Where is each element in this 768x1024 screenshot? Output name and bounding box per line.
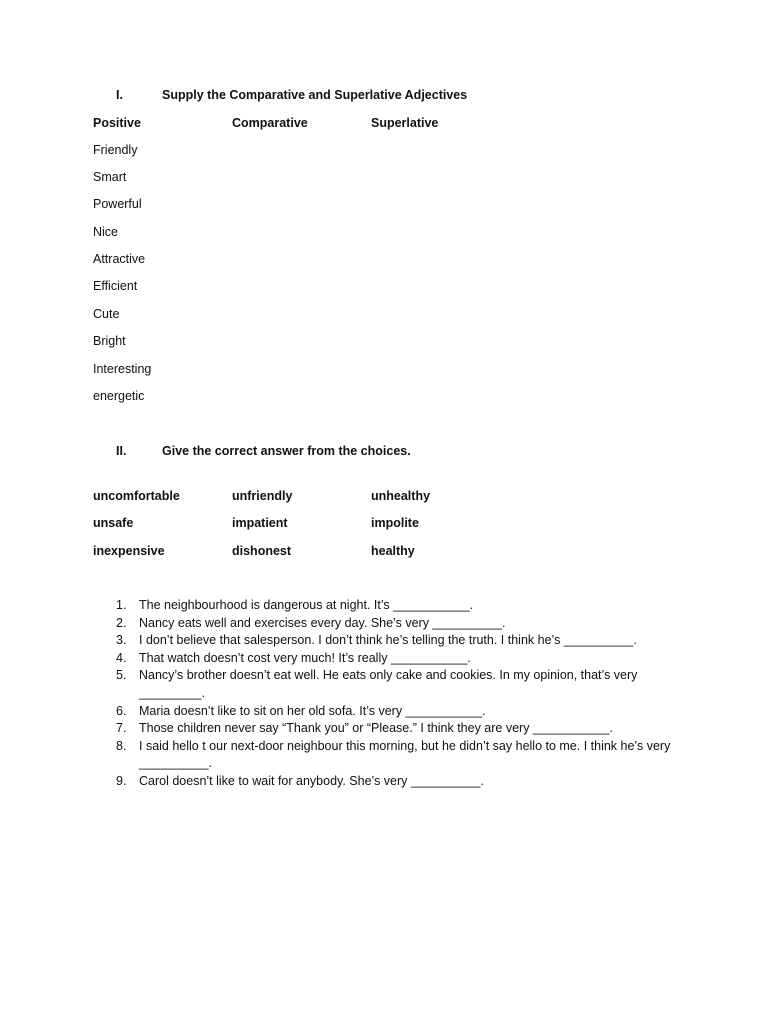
header-comparative: Comparative <box>232 116 308 130</box>
positive-word: Cute <box>93 307 120 321</box>
positive-word: Friendly <box>93 143 138 157</box>
choice-word: unfriendly <box>232 489 293 503</box>
positive-word: Nice <box>93 225 119 239</box>
positive-word: Powerful <box>93 197 142 211</box>
question-item <box>116 773 676 791</box>
question-text: Those children never say “Thank you” or “Please.” I think they are very ___________. <box>139 721 613 736</box>
question-text: That watch doesn’t cost very much! It’s really ___________. <box>139 650 471 665</box>
section-1-number: I. <box>116 88 123 102</box>
choice-word: impolite <box>371 516 419 530</box>
positive-word: Smart <box>93 170 127 184</box>
question-text: Nancy eats well and exercises every day. She’s very __________. <box>139 615 506 630</box>
question-number: 3. <box>116 633 127 648</box>
question-number: 9. <box>116 773 127 788</box>
question-text: I said hello t our next-door neighbour this morning, but he didn’t say hello to me. I think he’s very __________. <box>139 738 671 771</box>
question-item <box>116 597 676 615</box>
section-2-title: Give the correct answer from the choices. <box>162 444 411 458</box>
header-superlative: Superlative <box>371 116 439 130</box>
section-2-heading <box>116 444 411 458</box>
question-text: Maria doesn’t like to sit on her old sofa. It’s very ___________. <box>139 703 486 718</box>
section-2-number: II. <box>116 444 127 458</box>
question-number: 7. <box>116 721 127 736</box>
choices-row <box>93 544 510 558</box>
positive-word: Bright <box>93 334 126 348</box>
question-text: I don’t believe that salesperson. I don’t think he’s telling the truth. I think he’s __________. <box>139 633 637 648</box>
question-text: Carol doesn’t like to wait for anybody. She’s very __________. <box>139 773 484 788</box>
positive-word: energetic <box>93 389 145 403</box>
question-number: 6. <box>116 703 127 718</box>
choice-word: unsafe <box>93 516 134 530</box>
choice-word: dishonest <box>232 544 292 558</box>
question-item <box>116 738 676 773</box>
question-number: 2. <box>116 615 127 630</box>
question-item <box>116 667 676 702</box>
choice-word: impatient <box>232 516 288 530</box>
question-item <box>116 703 676 721</box>
positive-word: Interesting <box>93 362 152 376</box>
choices-row <box>93 516 510 530</box>
positive-word: Efficient <box>93 279 138 293</box>
question-text: Nancy’s brother doesn’t eat well. He eats only cake and cookies. In my opinion, that’s very _________. <box>139 668 638 700</box>
choice-word: healthy <box>371 544 415 558</box>
question-text: The neighbourhood is dangerous at night. It’s ___________. <box>139 598 474 612</box>
choices-row <box>93 489 510 503</box>
question-item <box>116 720 676 738</box>
question-number: 1. <box>116 598 127 612</box>
header-positive: Positive <box>93 116 141 130</box>
question-number: 8. <box>116 738 127 753</box>
section-1-heading <box>116 88 467 102</box>
question-number: 4. <box>116 650 127 665</box>
question-list <box>116 597 676 791</box>
section-1-title: Supply the Comparative and Superlative Adjectives <box>162 88 468 102</box>
choice-word: uncomfortable <box>93 489 180 503</box>
question-item <box>116 650 676 668</box>
question-item <box>116 632 676 650</box>
question-item <box>116 615 676 633</box>
question-number: 5. <box>116 668 127 683</box>
positive-word: Attractive <box>93 252 146 266</box>
choice-word: unhealthy <box>371 489 431 503</box>
adjective-table-header <box>93 116 510 130</box>
choice-word: inexpensive <box>93 544 165 558</box>
